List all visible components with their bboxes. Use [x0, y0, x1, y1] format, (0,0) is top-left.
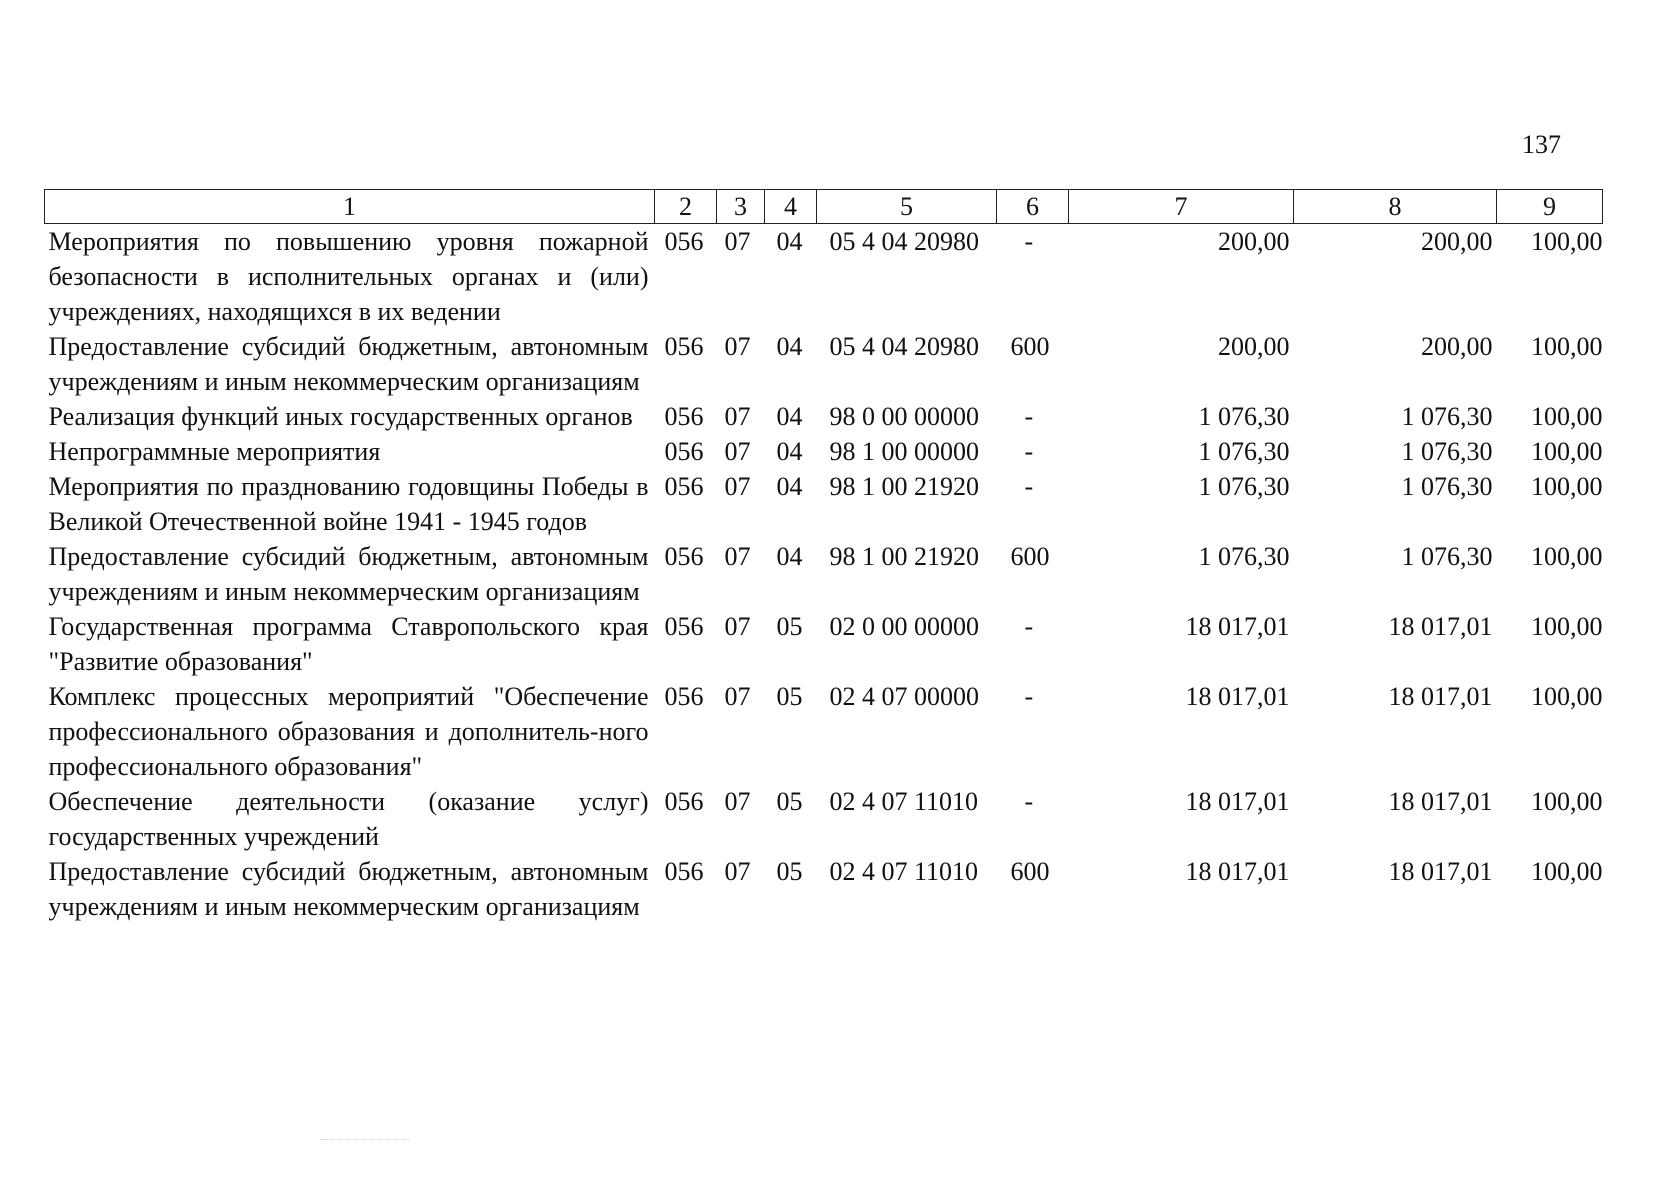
row-col5-cell: 05 4 04 20980 [829, 227, 979, 256]
row-col8-cell: 1 076,30 [1401, 542, 1493, 571]
row-col2-cell: 056 [664, 227, 704, 256]
row-col8-cell: 200,00 [1421, 227, 1493, 256]
row-col6-cell: 600 [1010, 857, 1050, 886]
header-row [45, 190, 1603, 224]
row-col5-cell: 05 4 04 20980 [829, 332, 979, 361]
scan-artifact [320, 1139, 410, 1148]
row-name-cell: Предоставление субсидий бюджетным, автономным учреждениям и иным некоммерческим организациям [48, 542, 649, 606]
header-col-5: 5 [817, 190, 997, 224]
row-col3-cell: 07 [724, 612, 751, 641]
row-name-cell: Реализация функций иных государственных органов [48, 402, 633, 431]
budget-table [44, 189, 1603, 924]
row-col6-cell: 600 [1010, 542, 1050, 571]
row-name-cell: Комплекс процессных мероприятий "Обеспечение профессионального образования и дополнитель-ного профессионального образования" [48, 682, 649, 781]
row-col3-cell: 07 [724, 472, 751, 501]
row-col5-cell: 98 1 00 21920 [829, 472, 979, 501]
row-col9-cell: 100,00 [1531, 402, 1603, 431]
row-col7-cell: 1 076,30 [1198, 437, 1290, 466]
row-col9-cell: 100,00 [1531, 542, 1603, 571]
row-col9-cell: 100,00 [1531, 332, 1603, 361]
row-col9-cell: 100,00 [1531, 612, 1603, 641]
table-row [45, 399, 1603, 434]
row-name-cell: Предоставление субсидий бюджетным, автономным учреждениям и иным некоммерческим организациям [48, 857, 649, 921]
row-name-cell: Мероприятия по празднованию годовщины Победы в Великой Отечественной войне 1941 - 1945 годов [48, 472, 649, 536]
row-col4-cell: 04 [776, 332, 803, 361]
row-col4-cell: 04 [776, 472, 803, 501]
row-col6-cell: - [1024, 227, 1034, 256]
header-col-4: 4 [765, 190, 817, 224]
row-col5-cell: 98 1 00 21920 [829, 542, 979, 571]
row-col2-cell: 056 [664, 612, 704, 641]
table-row [45, 784, 1603, 854]
row-col2-cell: 056 [664, 332, 704, 361]
table-row [45, 224, 1603, 330]
row-col2-cell: 056 [664, 682, 704, 711]
row-col7-cell: 18 017,01 [1185, 787, 1290, 816]
header-col-7: 7 [1069, 190, 1294, 224]
table-row [45, 679, 1603, 784]
row-col4-cell: 04 [776, 227, 803, 256]
row-col6-cell: - [1024, 682, 1034, 711]
row-col8-cell: 18 017,01 [1388, 787, 1493, 816]
row-name-cell: Непрограммные мероприятия [48, 437, 381, 466]
row-name-cell: Предоставление субсидий бюджетным, автономным учреждениям и иным некоммерческим организациям [48, 332, 649, 396]
row-col3-cell: 07 [724, 332, 751, 361]
row-col4-cell: 05 [776, 612, 803, 641]
table-header [45, 190, 1603, 224]
row-col8-cell: 18 017,01 [1388, 857, 1493, 886]
row-col2-cell: 056 [664, 857, 704, 886]
row-col8-cell: 18 017,01 [1388, 612, 1493, 641]
row-col7-cell: 200,00 [1218, 227, 1290, 256]
row-col2-cell: 056 [664, 542, 704, 571]
row-col3-cell: 07 [724, 787, 751, 816]
budget-table-container [44, 189, 1602, 924]
row-col9-cell: 100,00 [1531, 437, 1603, 466]
row-col2-cell: 056 [664, 787, 704, 816]
row-col4-cell: 04 [776, 402, 803, 431]
row-col5-cell: 98 0 00 00000 [829, 402, 979, 431]
row-col3-cell: 07 [724, 857, 751, 886]
row-col3-cell: 07 [724, 542, 751, 571]
row-col7-cell: 1 076,30 [1198, 542, 1290, 571]
row-col7-cell: 1 076,30 [1198, 402, 1290, 431]
header-col-3: 3 [717, 190, 765, 224]
row-col4-cell: 04 [776, 437, 803, 466]
row-col9-cell: 100,00 [1531, 787, 1603, 816]
row-col7-cell: 1 076,30 [1198, 472, 1290, 501]
row-col7-cell: 18 017,01 [1185, 682, 1290, 711]
row-col4-cell: 05 [776, 682, 803, 711]
table-row [45, 609, 1603, 679]
header-col-1: 1 [45, 190, 655, 224]
row-col6-cell: - [1024, 437, 1034, 466]
table-row [45, 329, 1603, 399]
row-col6-cell: - [1024, 402, 1034, 431]
row-col9-cell: 100,00 [1531, 682, 1603, 711]
row-col6-cell: - [1024, 612, 1034, 641]
row-col8-cell: 18 017,01 [1388, 682, 1493, 711]
row-col5-cell: 02 4 07 00000 [829, 682, 979, 711]
row-col7-cell: 18 017,01 [1185, 857, 1290, 886]
row-col5-cell: 02 4 07 11010 [829, 857, 979, 886]
row-col9-cell: 100,00 [1531, 857, 1603, 886]
row-col8-cell: 200,00 [1421, 332, 1493, 361]
row-col3-cell: 07 [724, 227, 751, 256]
row-col5-cell: 02 0 00 00000 [829, 612, 979, 641]
row-col6-cell: - [1024, 472, 1034, 501]
row-col7-cell: 18 017,01 [1185, 612, 1290, 641]
row-col9-cell: 100,00 [1531, 227, 1603, 256]
row-col4-cell: 04 [776, 542, 803, 571]
row-col4-cell: 05 [776, 787, 803, 816]
row-col8-cell: 1 076,30 [1401, 472, 1493, 501]
row-col8-cell: 1 076,30 [1401, 402, 1493, 431]
row-col8-cell: 1 076,30 [1401, 437, 1493, 466]
row-name-cell: Государственная программа Ставропольского края "Развитие образования" [48, 612, 649, 676]
row-col5-cell: 02 4 07 11010 [829, 787, 979, 816]
row-col9-cell: 100,00 [1531, 472, 1603, 501]
row-col3-cell: 07 [724, 437, 751, 466]
table-row [45, 539, 1603, 609]
row-col3-cell: 07 [724, 402, 751, 431]
row-col6-cell: - [1024, 787, 1034, 816]
page-number: 137 [1522, 130, 1561, 159]
table-row [45, 469, 1603, 539]
header-col-2: 2 [655, 190, 717, 224]
row-col4-cell: 05 [776, 857, 803, 886]
row-col5-cell: 98 1 00 00000 [829, 437, 979, 466]
table-row [45, 434, 1603, 469]
row-name-cell: Мероприятия по повышению уровня пожарной безопасности в исполнительных органах и (или) учреждениях, находящихся в их ведении [48, 227, 649, 326]
header-col-9: 9 [1497, 190, 1603, 224]
table-body [45, 224, 1603, 925]
row-name-cell: Обеспечение деятельности (оказание услуг) государственных учреждений [48, 787, 649, 851]
header-col-6: 6 [997, 190, 1069, 224]
row-col2-cell: 056 [664, 472, 704, 501]
table-row [45, 854, 1603, 924]
row-col6-cell: 600 [1010, 332, 1050, 361]
row-col3-cell: 07 [724, 682, 751, 711]
row-col2-cell: 056 [664, 402, 704, 431]
header-col-8: 8 [1294, 190, 1497, 224]
row-col7-cell: 200,00 [1218, 332, 1290, 361]
row-col2-cell: 056 [664, 437, 704, 466]
